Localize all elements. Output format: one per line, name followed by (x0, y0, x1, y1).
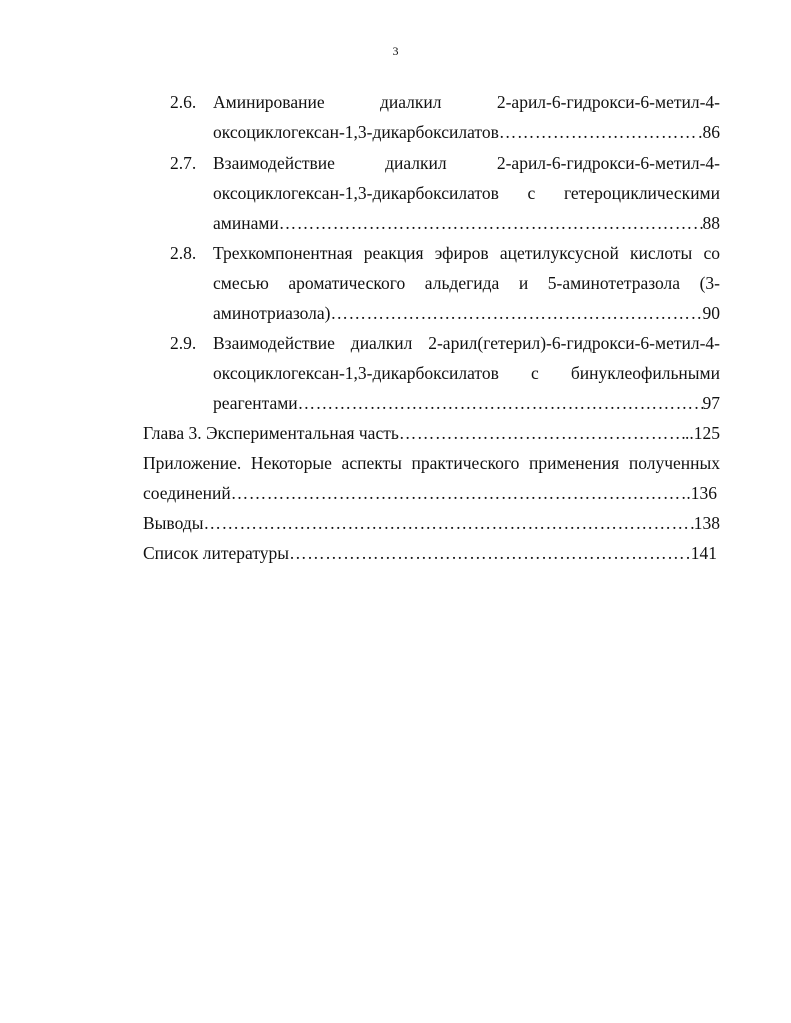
toc-text: соединений (143, 483, 231, 503)
toc-text: Выводы (143, 513, 204, 533)
dot-leader (298, 393, 703, 413)
toc-text-line: оксоциклогексан-1,3-дикарбоксилатов с бинуклеофильными (213, 363, 720, 383)
section-number: 2.6. (170, 92, 197, 112)
toc-text: аминами (213, 213, 279, 233)
toc-leader-line (213, 303, 720, 325)
toc-entry-chapter-3 (143, 423, 720, 445)
toc-text: Список литературы (143, 543, 290, 563)
toc-text: Глава 3. Экспериментальная часть (143, 423, 399, 443)
section-number: 2.8. (170, 243, 197, 263)
toc-text: аминотриазола) (213, 303, 331, 323)
dot-leader (499, 122, 698, 142)
toc-text: реагентами (213, 393, 298, 413)
toc-page-number: 90 (702, 303, 720, 323)
toc-text-line: Приложение. Некоторые аспекты практического применения полученных (143, 453, 720, 473)
toc-leader-line (213, 122, 720, 144)
dot-leader (231, 483, 687, 503)
toc-entry-references (143, 543, 717, 565)
section-number: 2.7. (170, 153, 197, 173)
dot-leader (203, 513, 693, 533)
toc-leader-line (213, 213, 720, 235)
dot-leader (399, 423, 685, 443)
toc-page-number: 97 (702, 393, 720, 413)
toc-entry-conclusions (143, 513, 720, 535)
toc-text-line: Трехкомпонентная реакция эфиров ацетилуксусной кислоты со (213, 243, 720, 263)
toc-page-number: ..125 (685, 423, 720, 443)
toc-text-line: Взаимодействие диалкил 2-арил(гетерил)-6-гидрокси-6-метил-4- (213, 333, 720, 353)
toc-page-number: 88 (702, 213, 720, 233)
toc-text-line: смесью ароматического альдегида и 5-аминотетразола (3- (213, 273, 720, 293)
toc-text: оксоциклогексан-1,3-дикарбоксилатов (213, 122, 499, 142)
toc-text-line: Аминирование диалкил 2-арил-6-гидрокси-6-метил-4- (213, 92, 720, 112)
toc-text-line: Взаимодействие диалкил 2-арил-6-гидрокси-6-метил-4- (213, 153, 720, 173)
toc-page-number: 138 (693, 513, 720, 533)
toc-page-number: .136 (686, 483, 717, 503)
page-number: 3 (392, 44, 399, 58)
toc-page-number: .86 (698, 122, 720, 142)
toc-leader-line (213, 393, 720, 415)
dot-leader (331, 303, 703, 323)
toc-leader-line (143, 483, 717, 505)
dot-leader (279, 213, 703, 233)
toc-page-number: 141 (690, 543, 717, 563)
toc-text-line: оксоциклогексан-1,3-дикарбоксилатов с гетероциклическими (213, 183, 720, 203)
dot-leader (289, 543, 691, 563)
section-number: 2.9. (170, 333, 197, 353)
